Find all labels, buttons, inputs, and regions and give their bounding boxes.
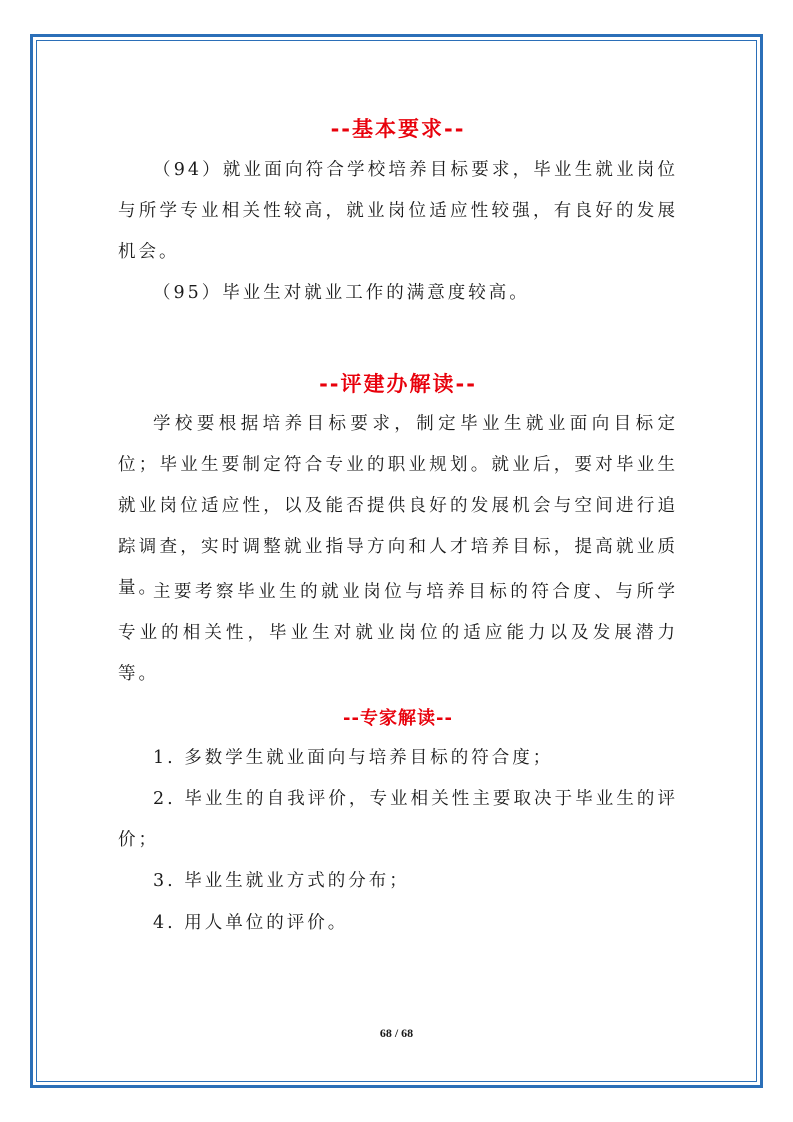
paragraph-95: （95）毕业生对就业工作的满意度较高。 — [153, 283, 530, 303]
expert-item-3: 3. 毕业生就业方式的分布； — [153, 871, 410, 891]
expert-item-4: 4. 用人单位的评价。 — [153, 913, 349, 933]
expert-item-2: 2. 毕业生的自我评价，专业相关性主要取决于毕业生的评价； — [118, 789, 678, 850]
page-number: 68 / 68 — [379, 1026, 414, 1040]
heading-expert-interpretation: --专家解读-- — [343, 708, 453, 729]
office-paragraph-2: 主要考察毕业生的就业岗位与培养目标的符合度、与所学专业的相关性，毕业生对就业岗位的适应能力以及发展潜力等。 — [118, 582, 678, 684]
paragraph-94: （94）就业面向符合学校培养目标要求，毕业生就业岗位与所学专业相关性较高，就业岗位适应性较强，有良好的发展机会。 — [118, 160, 678, 262]
heading-basic-requirements: --基本要求-- — [330, 117, 466, 141]
office-paragraph-1: 学校要根据培养目标要求，制定毕业生就业面向目标定位；毕业生要制定符合专业的职业规划。就业后，要对毕业生就业岗位适应性，以及能否提供良好的发展机会与空间进行追踪调查，实时调整就业指导方向和人才培养目标，提高就业质量。 — [118, 414, 678, 598]
heading-office-interpretation: --评建办解读-- — [319, 372, 477, 396]
expert-item-1: 1. 多数学生就业面向与培养目标的符合度； — [153, 748, 554, 768]
